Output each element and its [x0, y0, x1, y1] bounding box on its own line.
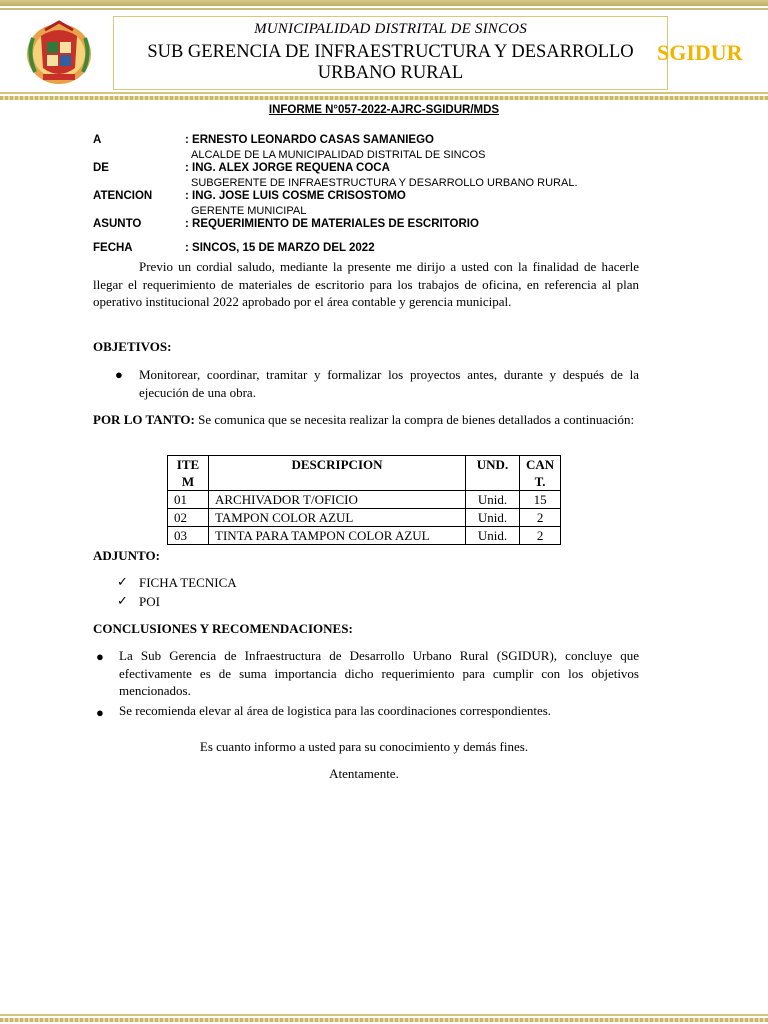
table-header-row [168, 456, 561, 491]
row-1-item: 01 [168, 491, 209, 509]
meta-fecha-value: : SINCOS, 15 DE MARZO DEL 2022 [185, 242, 375, 254]
adjunto-item-1: FICHA TECNICA [139, 575, 237, 590]
checkmark-icon: ✓ [117, 574, 128, 589]
row-1-descripcion: ARCHIVADOR T/OFICIO [209, 491, 466, 509]
table-row [168, 491, 561, 509]
checkmark-icon: ✓ [117, 593, 128, 608]
header-divider [0, 92, 768, 94]
letterhead-title-box [113, 16, 668, 90]
adjunto-title: ADJUNTO: [93, 548, 160, 563]
items-table [167, 455, 561, 545]
row-3-und: Unid. [466, 527, 520, 545]
municipality-name: MUNICIPALIDAD DISTRITAL DE SINCOS [254, 21, 527, 37]
top-border-thin [0, 8, 768, 10]
meta-atencion-sub-text: GERENTE MUNICIPAL [191, 205, 307, 217]
meta-de-sub-text: SUBGERENTE DE INFRAESTRUCTURA Y DESARROLLO URBANO RURAL. [191, 177, 578, 189]
bullet-icon: ● [115, 367, 123, 382]
adjunto-item-2: POI [139, 594, 160, 609]
objetivos-title: OBJETIVOS: [93, 339, 172, 354]
closing-text: Es cuanto informo a usted para su conocimiento y demás fines. [199, 739, 529, 754]
table-row [168, 527, 561, 545]
conclusiones-item-1: La Sub Gerencia de Infraestructura de Desarrollo Urbano Rural (SGIDUR), concluye que efectivamente es de suma importancia dicho requerimiento para cumplir con los objetivos mencionados. [119, 648, 639, 698]
header-item: ITE M [168, 456, 209, 491]
row-2-cant: 2 [520, 509, 561, 527]
bullet-icon: ● [96, 705, 104, 720]
meta-de-value: : ING. ALEX JORGE REQUENA COCA [185, 162, 390, 174]
meta-a-sub-text: ALCALDE DE LA MUNICIPALIDAD DISTRITAL DE SINCOS [191, 149, 486, 161]
row-3-item: 03 [168, 527, 209, 545]
header-cant: CAN T. [520, 456, 561, 491]
row-2-item: 02 [168, 509, 209, 527]
top-border [0, 0, 768, 6]
row-1-und: Unid. [466, 491, 520, 509]
subgerencia-line-2: URBANO RURAL [317, 63, 464, 83]
por-lo-tanto-text: Se comunica que se necesita realizar la compra de bienes detallados a continuación: [194, 412, 635, 427]
signoff-text: Atentamente. [329, 766, 399, 781]
meta-a-value: : ERNESTO LEONARDO CASAS SAMANIEGO [185, 134, 434, 146]
meta-atencion-value: : ING. JOSE LUIS COSME CRISOSTOMO [185, 190, 406, 202]
report-number: INFORME N°057-2022-AJRC-SGIDUR/MDS [268, 104, 500, 116]
meta-atencion-label: ATENCION [93, 190, 153, 202]
header-divider-pattern [0, 96, 768, 100]
row-2-descripcion: TAMPON COLOR AZUL [209, 509, 466, 527]
row-2-und: Unid. [466, 509, 520, 527]
sgidur-acronym: SGIDUR [657, 40, 743, 65]
municipal-crest-icon [23, 18, 95, 88]
row-3-cant: 2 [520, 527, 561, 545]
subgerencia-line-1: SUB GERENCIA DE INFRAESTRUCTURA Y DESARROLLO [147, 42, 634, 62]
conclusiones-title: CONCLUSIONES Y RECOMENDACIONES: [93, 621, 353, 636]
meta-a-label: A [93, 134, 102, 146]
header-und: UND. [466, 456, 520, 491]
conclusiones-item-2: Se recomienda elevar al área de logistica para las coordinaciones correspondientes. [119, 703, 552, 718]
por-lo-tanto-paragraph [93, 411, 639, 429]
footer-divider-pattern [0, 1018, 768, 1022]
meta-de-label: DE [93, 162, 109, 174]
bullet-icon: ● [96, 649, 104, 664]
objetivos-item-1: Monitorear, coordinar, tramitar y formalizar los proyectos antes, durante y después de la ejecución de una obra. [139, 367, 639, 400]
table-row [168, 509, 561, 527]
row-1-cant: 15 [520, 491, 561, 509]
intro-paragraph: Previo un cordial saludo, mediante la presente me dirijo a usted con la finalidad de hacerle llegar el requerimiento de materiales de escritorio para los trabajos de oficina, en referencia al plan operativo institucional 2022 aprobado por el área contable y gerencia municipal. [93, 259, 639, 309]
letterhead [17, 16, 765, 90]
meta-asunto-value: : REQUERIMIENTO DE MATERIALES DE ESCRITORIO [185, 218, 479, 230]
row-3-descripcion: TINTA PARA TAMPON COLOR AZUL [209, 527, 466, 545]
meta-asunto-label: ASUNTO [93, 218, 142, 230]
meta-fecha-label: FECHA [93, 242, 133, 254]
header-descripcion: DESCRIPCION [209, 456, 466, 491]
por-lo-tanto-label: POR LO TANTO: [93, 412, 195, 427]
footer-divider [0, 1014, 768, 1016]
